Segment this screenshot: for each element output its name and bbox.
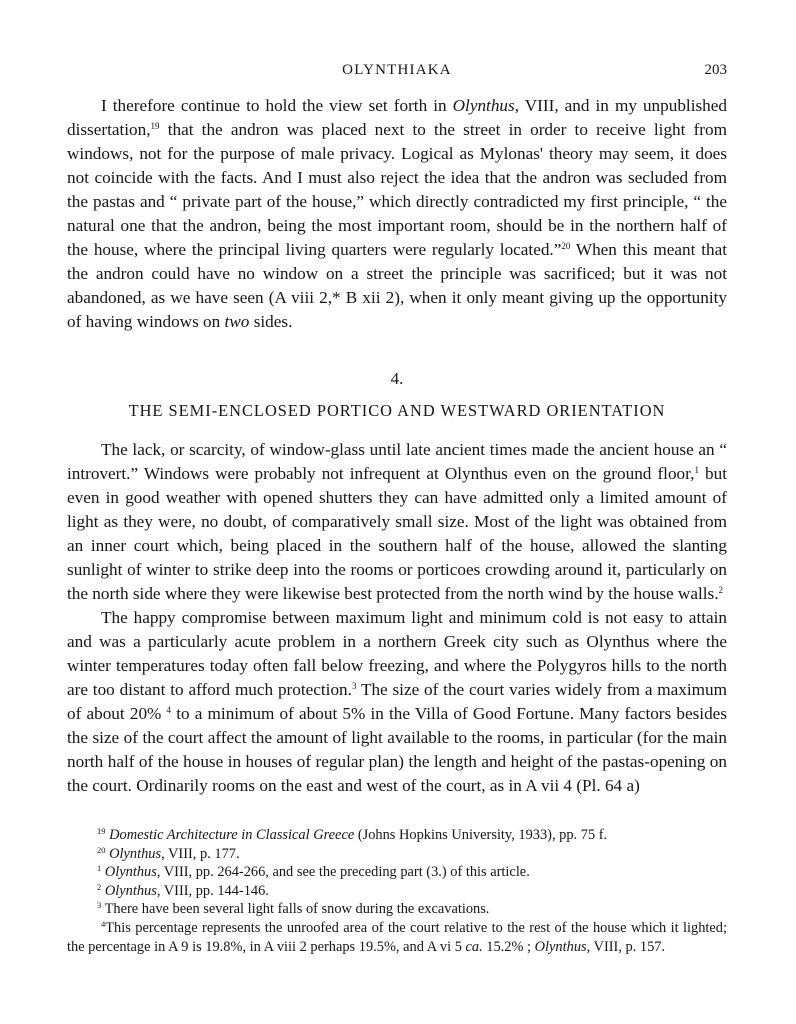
footnote-20: $^{20}$ Olynthus, VIII, p. 177. bbox=[97, 844, 240, 862]
paragraph-andron bbox=[67, 94, 727, 334]
footnotes bbox=[67, 826, 727, 956]
footnote-ref: 3 bbox=[351, 681, 357, 691]
footnote-1: $^1$ Olynthus, VIII, pp. 264-266, and see the preceding part (3.) of this article. bbox=[97, 863, 530, 881]
footnote-ref: 4 bbox=[166, 705, 172, 715]
footnote-ref: 19 bbox=[150, 121, 160, 131]
footnote-ref: 1 bbox=[694, 465, 699, 475]
section-body bbox=[67, 438, 727, 798]
footnote-2: $^2$ Olynthus, VIII, pp. 144-146. bbox=[97, 881, 269, 899]
page-number: 203 bbox=[704, 62, 727, 78]
italic-title: Olynthus bbox=[452, 96, 515, 115]
italic-emphasis: two bbox=[224, 312, 250, 331]
section-heading: THE SEMI-ENCLOSED PORTICO AND WESTWARD ORIENTATION bbox=[128, 401, 666, 420]
running-title: OLYNTHIAKA bbox=[342, 62, 452, 78]
paragraph-window-glass: The lack, or scarcity, of window-glass until late ancient times made the ancient house an “ introvert.” Windows were probably not infrequent at Olynthus even on the ground floor,$^1$ but even in good weather with opened shutters they can have admitted only a limited amount of light as they were, no doubt, of comparatively small size. Most of the light was obtained from an inner court which, being placed in the southern half of the house, allowed the slanting sunlight of winter to strike deep into the rooms or porticoes crowding around it, particularly on the north side where they were likewise best protected from the north wind by the house walls.$^2$ bbox=[67, 440, 728, 603]
section-number: 4. bbox=[390, 369, 404, 388]
footnote-ref: 20 bbox=[561, 241, 571, 251]
footnote-ref: 2 bbox=[718, 585, 724, 595]
page-header bbox=[67, 62, 727, 84]
footnote-19: $^{19}$ Domestic Architecture in Classical Greece (Johns Hopkins University, 1933), pp. 75 f. bbox=[97, 826, 608, 843]
footnote-3: $^3$ There have been several light falls of snow during the excavations. bbox=[97, 900, 490, 918]
footnote-4: $^4$This percentage represents the unroofed area of the court relative to the rest of the house which it lighted; the percentage in A 9 is 19.8%, in A viii 2 perhaps 19.5%, and A vi 5 ca. 15.2% ; Olynthus, VIII, p. 157. bbox=[67, 918, 727, 955]
paragraph-compromise: The happy compromise between maximum light and minimum cold is not easy to attain and was a particularly acute problem in a northern Greek city such as Olynthus where the winter temperatures today often fall below freezing, and where the Polygyros hills to the north are too distant to afford much protection.$^3$ The size of the court varies widely from a maximum of about 20% $^4$ to a minimum of about 5% in the Villa of Good Fortune. Many factors besides the size of the court affect the amount of light available to the rooms, in particular (for the main north half of the house in houses of regular plan) the length and height of the pastas-opening on the court. Ordinarily rooms on the east and west of the court, as in A vii 4 (Pl. 64 a) bbox=[67, 608, 727, 795]
paragraph-text: I therefore continue to hold the view set forth in Olynthus, VIII, and in my unpublished dissertation,$^{19}$ that the andron was placed next to the street in order to receive light from windows, not for the purpose of male privacy. Logical as Mylonas' theory may seem, it does not coincide with the facts. And I must also reject the idea that the andron was secluded from the pastas and “ private part of the house,” which directly contradicted my first principle, “ the natural one that the andron, being the most important room, should be in the northern half of the house, where the principal living quarters were regularly located.”$^{20}$ When this meant that the andron could have no window on a street the principle was sacrificed; but it was not abandoned, as we have seen (A viii 2,* B xii 2), when it only meant giving up the opportunity of having windows on two sides. bbox=[67, 96, 727, 331]
